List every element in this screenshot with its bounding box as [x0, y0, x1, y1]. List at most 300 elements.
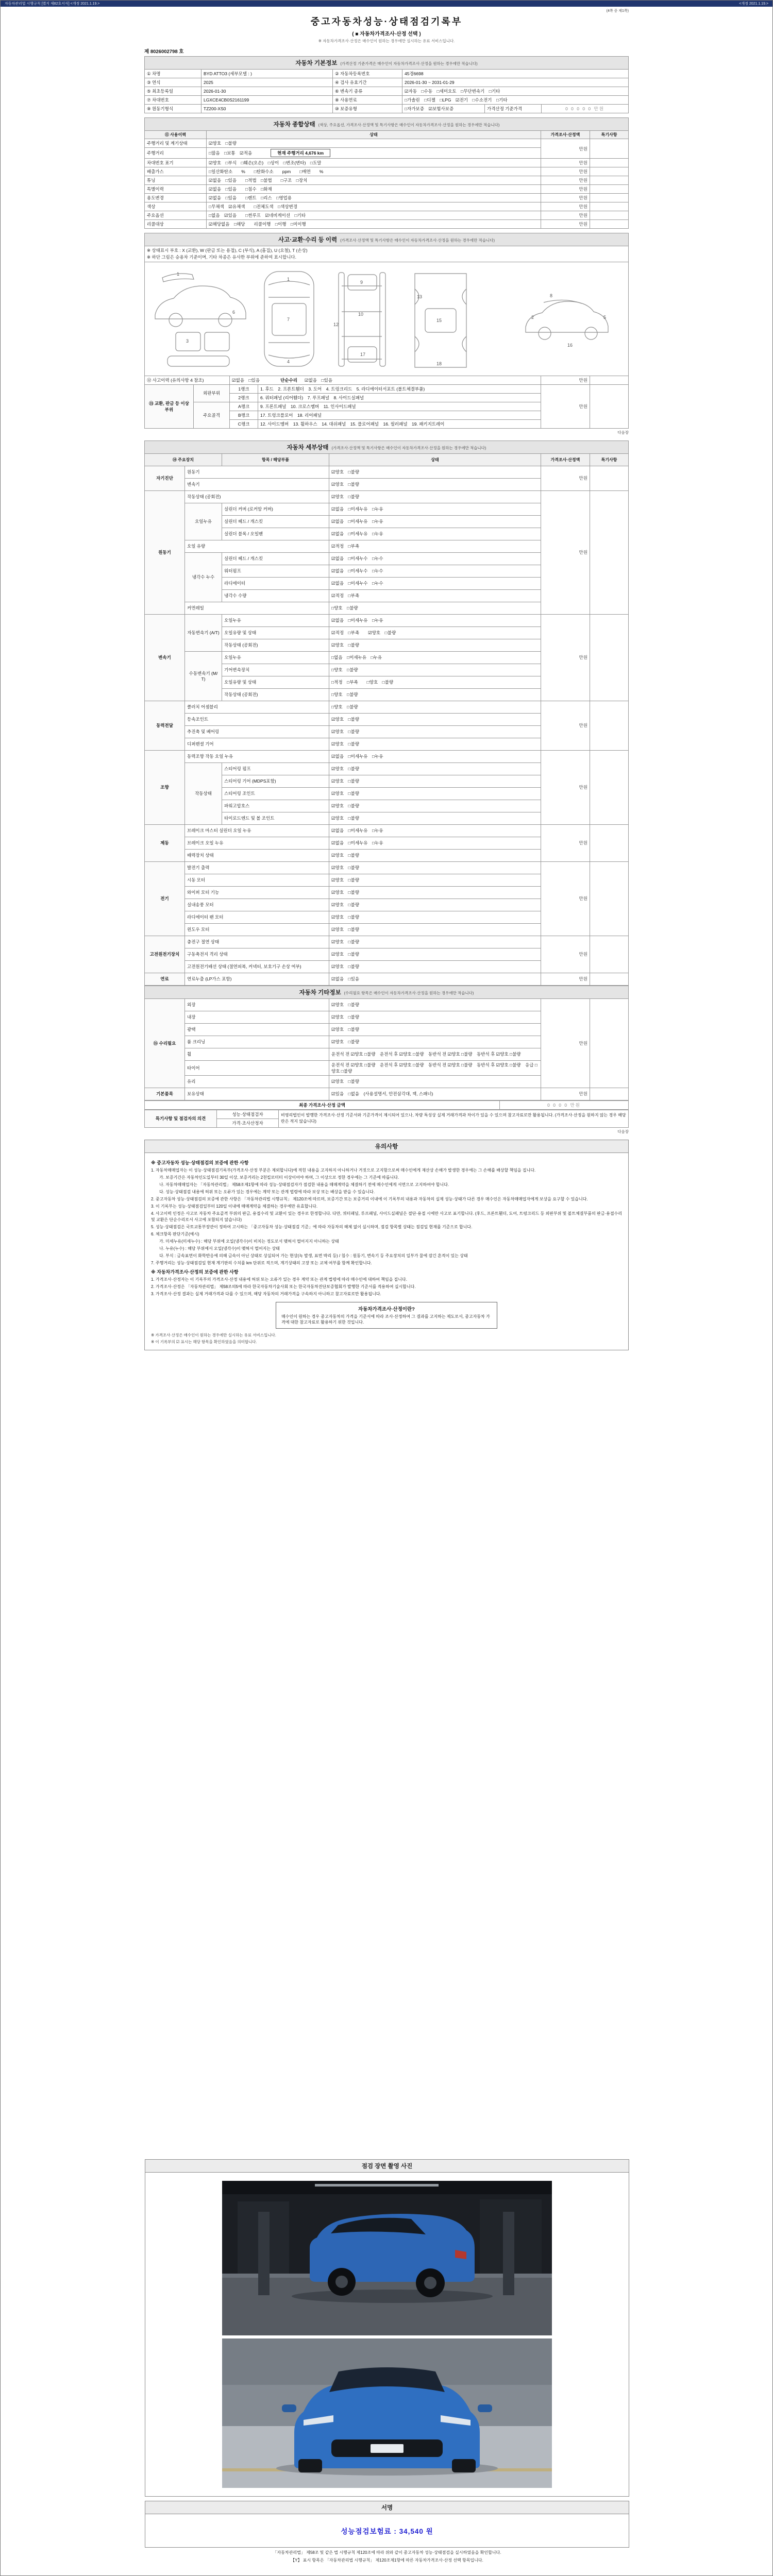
status-cell checkbox-group: □없음 ☑있음 □썬루프 ☑네비게이션 □기타 [207, 211, 541, 220]
subgroup-cell: 작동상태 [185, 762, 222, 824]
item-cell: 워터펌프 [222, 565, 329, 577]
remark-cell [590, 159, 628, 167]
status-cell checkbox-group: ☑양호 □불량 [329, 1023, 541, 1036]
signature-body [145, 2514, 629, 2547]
status-cell checkbox-group: ☑양호 □불량 [329, 886, 541, 899]
item-cell: 리콜대상 [145, 220, 207, 229]
table-row [145, 936, 629, 948]
item-cell: 냉각수 수량 [222, 589, 329, 602]
table-row [145, 87, 629, 96]
page-subtitle: ( ■ 자동차가격조사·산정 선택 ) [352, 31, 421, 37]
remark-cell [590, 701, 628, 750]
section-note: (가격산정 기준가격은 매수인이 자동차가격조사·산정을 원하는 경우에만 적습니다) [340, 61, 478, 66]
footer-line: 【Y】 표시 항목은 「자동차관리법 시행규칙」 제120조제1항에 따른 자동차가격조사·산정 선택 항목입니다. [291, 2558, 483, 2563]
table-row [145, 1100, 629, 1109]
opinion-label: 특기사항 및 점검자의 의견 [145, 1110, 217, 1127]
price-cell: 만원 [541, 220, 590, 229]
remark-cell [590, 211, 628, 220]
status-cell checkbox-group: □무채색 ☑유채색 □전체도색 □색상변경 [207, 202, 541, 211]
section-note: (가격조사·산정액 및 특기사항은 매수인이 자동차가격조사·산정을 원하는 경우에만 적습니다) [331, 445, 486, 450]
notice-paragraph: 7. 주행거리는 성능·상태점검일 현재 계기판의 수치를 km 단위로 적으며, 계기상태의 고장 또는 교체 여부를 함께 확인합니다. [151, 1260, 372, 1265]
etc-info-table [144, 986, 629, 1100]
status-cell checkbox-group: ☑없음 □미세누유 □누유 [329, 614, 541, 626]
footer-line: 「자동차관리법」 제58조 및 같은 법 시행규칙 제120조에 따라 위와 같이 중고자동차 성능·상태점검을 실시하였음을 확인합니다. [273, 2550, 501, 2555]
item-cell: 오일유량 및 상태 [222, 626, 329, 639]
column-header: ⑪ 사용이력 [145, 131, 207, 139]
subgroup-cell: 자동변속기 (A/T) [185, 614, 222, 651]
price-cell: 만원 [541, 194, 590, 202]
status-cell checkbox-group: ☑양호 □불량 [329, 800, 541, 812]
subgroup-cell: 수동변속기 (M/T) [185, 651, 222, 701]
section-note: (가격조사·산정액 및 특기사항은 매수인이 자동차가격조사·산정을 원하는 경우에만 적습니다) [340, 238, 495, 243]
status-cell checkbox-group: ☑양호 □불량 [329, 713, 541, 725]
notice-paragraph: 2. 중고자동차 성능·상태점검의 보증에 관한 사항은 「자동차관리법 시행규칙」 제120조에 따르며, 보증기간 또는 보증거리 이내에 이 기록부의 내용과 자동차의 실제 성능·상태가 다른 경우 매수인은 자동차매매업자에게 보상을 요구할 수 있습니다. [151, 1196, 588, 1201]
table-row [145, 202, 629, 211]
item-cell: 주행거리 [145, 148, 207, 159]
status-cell checkbox-group: ☑없음 □미세누유 □누유 [329, 515, 541, 528]
price-cell: 만원 [541, 824, 590, 861]
opinion-text: 비영리법인이 발행한 가격조사·산정 기준서와 기준가격이 제시되어 있으나, 차량 특성상 실제 거래가격과 차이가 있을 수 있으며 참고자료로만 활용됩니다. (가격조사·산정을 원하지 않는 경우 해당란은 적지 않습니다) [279, 1110, 629, 1127]
table-row [145, 70, 629, 78]
table-row [145, 167, 629, 176]
item-cell: 타이어 [185, 1060, 329, 1075]
item-cell: 주요옵션 [145, 211, 207, 220]
status-cell checkbox-group: □없음 □미세누유 □누유 [329, 651, 541, 664]
status-cell checkbox-group: ☑없음 □미세누유 □누유 [329, 837, 541, 849]
item-cell: 내장 [185, 1011, 329, 1023]
field-label: ⑨ 원동기형식 [145, 105, 201, 113]
price-definition-title: 자동차가격조사·산정이란? [358, 1306, 415, 1312]
car-diagram-set [147, 264, 625, 372]
svg-text:17: 17 [360, 351, 366, 357]
svg-text:16: 16 [567, 342, 573, 348]
odometer-label: 현재 주행거리 [277, 150, 304, 156]
svg-text:1: 1 [287, 276, 290, 282]
table-row [145, 384, 629, 393]
price-cell: 만원 [541, 861, 590, 936]
final-price-label: 최종 가격조사·산정 금액 [145, 1100, 500, 1109]
item-cell: 브레이크 오일 누유 [185, 837, 329, 849]
status-cell checkbox-group: ☑양호 □불량 [329, 787, 541, 800]
remark-cell [590, 167, 628, 176]
notice-paragraph: 나. 자동차매매업자는 「자동차관리법」 제58조제1항에 따라 성능·상태점검자가 점검한 내용을 매매계약을 체결하기 전에 매수인에게 서면으로 고지하여야 합니다. [159, 1182, 449, 1187]
table-row [145, 96, 629, 105]
item-cell: 광택 [185, 1023, 329, 1036]
price-cell: 만원 [541, 376, 590, 384]
item-cell: 17. 트렁크플로어 18. 리어패널 [258, 411, 541, 419]
status-cell checkbox-group: ☑양호 □불량 [329, 923, 541, 936]
signature-title: 서명 [145, 2501, 629, 2514]
group-cell: ⑬ 교환, 판금 등 이상 부위 [145, 384, 194, 428]
section-title: 자동차 세부상태 [287, 444, 329, 451]
page-marker: (4쪽 중 제1쪽) [606, 9, 629, 13]
item-cell: 시동 모터 [185, 874, 329, 886]
section-header [145, 986, 629, 998]
field-label: ⑫ 사고이력 (유의사항 4 참조) [145, 376, 230, 384]
field-label: 가격산정 기준가격 [485, 105, 542, 113]
remark-cell [590, 861, 628, 936]
bottom-section [145, 2159, 629, 2563]
field-label: ④ 검사 유효기간 [333, 78, 402, 87]
subgroup-cell: 오일누유 [185, 503, 222, 540]
notice-section [144, 1140, 629, 1350]
field-label: ① 차명 [145, 70, 201, 78]
status-cell checkbox-group: □양호 □불량 [329, 688, 541, 701]
section-title: 자동차 종합상태 [273, 122, 315, 128]
table-row [145, 998, 629, 1011]
checkbox-group: ☑없음 □있음 [232, 377, 260, 383]
column-header: 상태 [329, 453, 541, 466]
document-body [144, 14, 629, 1350]
status-cell checkbox-group: □양호 □불량 [329, 602, 541, 614]
price-definition-body: 매수인이 원하는 경우 중고자동차의 가격을 기준서에 따라 조사·산정하여 그 결과를 고지하는 제도로서, 중고자동차 가격에 대한 참고자료로 활용하기 위한 것입니다. [281, 1314, 490, 1325]
status-cell checkbox-group: ☑없음 □있음 [329, 973, 541, 985]
item-cell: 9. 프론트패널 10. 크로스멤버 11. 인사이드패널 [258, 402, 541, 411]
status-cell checkbox-group: ☑적정 □부족 [329, 540, 541, 552]
field-value checkbox-group: ☑자동 □수동 □세미오토 □무단변속기 □기타 [402, 87, 629, 96]
remark-cell [590, 824, 628, 861]
status-cell checkbox-group: ☑양호 □불량 [329, 960, 541, 973]
document-number: 제 8026002798 호 [144, 49, 184, 55]
overall-condition-table [144, 117, 629, 229]
field-label: ⑤ 최초등록일 [145, 87, 201, 96]
accident-history-table [144, 233, 629, 429]
status-cell checkbox-group: ☑적정 □부족 ☑양호 □불량 [329, 626, 541, 639]
column-header: 가격조사·산정액 [541, 131, 590, 139]
notice-paragraph: 가. 보증기간은 자동차인도일부터 30일 이상, 보증거리는 2천킬로미터 이상이어야 하며, 그 이상으로 정한 경우에는 그 기준에 따릅니다. [159, 1175, 399, 1180]
group-cell: 연료 [145, 973, 185, 985]
part-cell: 외판부위 [194, 384, 230, 402]
item-cell: 배출가스 [145, 167, 207, 176]
remark-cell [590, 998, 628, 1088]
price-cell: 만원 [541, 159, 590, 167]
status-cell checkbox-group: ☑양호 □불량 [329, 490, 541, 503]
status-cell checkbox-group: ☑양호 □불량 [329, 861, 541, 874]
section-title: 자동차 기본정보 [295, 60, 338, 66]
status-cell checkbox-group: ☑없음 □미세누수 □누수 [329, 577, 541, 589]
table-row [145, 78, 629, 87]
item-cell: 충전구 절연 상태 [185, 936, 329, 948]
item-cell: 오일누유 [222, 651, 329, 664]
status-cell checkbox-group: ☑양호 □불량 [329, 775, 541, 787]
subgroup-cell: 냉각수 누수 [185, 552, 222, 602]
svg-text:7: 7 [287, 316, 290, 322]
status-cell checkbox-group: ☑양호 □불량 [329, 899, 541, 911]
status-cell checkbox-group: ☑없음 □미세누수 □누수 [329, 552, 541, 565]
price-cell: 만원 [541, 750, 590, 824]
status-cell checkbox-group: 운전석 전 ☑양호 □불량 운전석 후 ☑양호 □불량 동반석 전 ☑양호 □불량 동반석 후 ☑양호 □불량 응급 □양호 □불량 [329, 1060, 541, 1075]
status-cell checkbox-group: ☑해당없음 □해당 리콜이행 □이행 □미이행 [207, 220, 541, 229]
item-cell: 추진축 및 베어링 [185, 725, 329, 738]
item-cell: 색상 [145, 202, 207, 211]
field-value checkbox-group: □가솔린 □디젤 □LPG ☑전기 □수소전기 □기타 [402, 96, 629, 105]
status-cell checkbox-group: ☑없음 □미세누유 □누유 [329, 503, 541, 515]
status-cell checkbox-group: □양호 □불량 [329, 701, 541, 713]
table-row [145, 701, 629, 713]
item-cell: 1. 후드 2. 프론트휀더 3. 도어 4. 트렁크리드 5. 라디에이터서포트 (볼트체결부품) [258, 384, 541, 393]
item-cell: 스티어링 조인트 [222, 787, 329, 800]
notice-paragraph: 6. 체크항목 판단기준(예시) [151, 1231, 199, 1236]
group-cell: 고전원전기장치 [145, 936, 185, 973]
price-definition-box [276, 1302, 497, 1329]
item-cell: 튜닝 [145, 176, 207, 185]
price-cell: 만원 [541, 936, 590, 973]
table-row [145, 614, 629, 626]
group-cell: 제동 [145, 824, 185, 861]
svg-text:18: 18 [436, 361, 442, 366]
state-code-legend: ※ 상태표시 부호 : X (교환), W (판금 또는 용접), C (부식), A (흠집), U (요철), T (손상) [147, 248, 308, 253]
item-cell: 원동기 [185, 466, 329, 478]
item-cell: 주행거리 및 계기상태 [145, 139, 207, 148]
field-value: LGXCE4CB0S2161199 [201, 96, 333, 105]
section-header [145, 118, 629, 131]
notice-paragraph: 5. 성능·상태점검은 국토교통부장관이 정하여 고시하는 「중고자동차 성능·상태점검 기준」에 따라 자동차의 해체 없이 실시하며, 점검 항목별 상태는 점검일 현재를 기준으로 합니다. [151, 1224, 473, 1229]
inspector-role: 성능·상태점검자 [217, 1110, 279, 1118]
table-row [145, 750, 629, 762]
field-value: TZ200-XS0 [201, 105, 333, 113]
group-cell: 자기진단 [145, 466, 185, 490]
table-row [145, 861, 629, 874]
item-cell: 고전원전기배선 상태 (절연피복, 커넥터, 보호기구 손상 여부) [185, 960, 329, 973]
notice-paragraph: 2. 가격조사·산정은 「자동차관리법」 제58조의5에 따라 한국자동차기술사회 또는 한국자동차진단보증협회가 발행한 기준서를 적용하여 실시합니다. [151, 1284, 416, 1289]
status-cell checkbox-group: □일산화탄소 % □탄화수소 ppm □매연 % [207, 167, 541, 176]
price-cell: 만원 [541, 202, 590, 211]
car-damage-diagrams [145, 262, 629, 376]
notice-paragraph: 나. 누유(누수) : 해당 부위에서 오일(냉각수)이 맺혀서 떨어지는 상태 [159, 1246, 280, 1251]
item-cell: 작동상태 (공회전) [222, 639, 329, 651]
price-cell: 만원 [541, 973, 590, 985]
column-header: 특기사항 [590, 131, 628, 139]
status-cell checkbox-group: ☑없음 □있음 □침수 □화재 [207, 185, 541, 194]
status-cell checkbox-group: ☑양호 □불량 [329, 936, 541, 948]
status-cell checkbox-group: ☑양호 □불량 [329, 812, 541, 824]
item-cell: 12. 사이드멤버 13. 휠하우스 14. 대쉬패널 15. 플로어패널 16. 필러패널 19. 패키지트레이 [258, 419, 541, 428]
form-reference-right: <개정 2021.1.19.> [739, 2, 768, 6]
field-value: 45경6698 [402, 70, 629, 78]
remark-cell [590, 466, 628, 490]
field-label: ⑥ 변속기 종류 [333, 87, 402, 96]
field-value checkbox-group: □자가보증 ☑보험사보증 [402, 105, 485, 113]
rank-cell: A랭크 [230, 402, 258, 411]
field-label: ⑩ 보증유형 [333, 105, 402, 113]
item-cell: 디퍼렌셜 기어 [185, 738, 329, 750]
price-cell: 만원 [541, 466, 590, 490]
status-cell checkbox-group: ☑양호 □불량 [329, 639, 541, 651]
item-cell: 구동축전지 격리 상태 [185, 948, 329, 960]
item-cell: 특별이력 [145, 185, 207, 194]
next-page-marker: 다음장 [617, 430, 629, 435]
form-reference-bar [1, 1, 772, 7]
remark-cell [590, 194, 628, 202]
notice-paragraph: 다. 부식 : 금속표면이 화학반응에 의해 금속이 아닌 상태로 상실되어 가는 현상(녹 발생, 표면 박리 등) / 침수 : 원동기, 변속기 등 주요장치의 일부가 물에 잠긴 흔적이 있는 상태 [159, 1253, 468, 1258]
item-cell: 라디에이터 팬 모터 [185, 911, 329, 923]
table-row [145, 194, 629, 202]
accident-history-row [145, 376, 629, 384]
field-value: 0 0 0 0 0 만원 [542, 105, 629, 113]
final-price-table [144, 1100, 629, 1110]
svg-text:1: 1 [177, 271, 180, 277]
notice-paragraph: 1. 가격조사·산정자는 이 기록부의 가격조사·산정 내용에 허위 또는 오류가 있는 경우 계약 또는 관계 법령에 따라 매수인에 대하여 책임을 집니다. [151, 1277, 407, 1282]
remark-cell [590, 973, 628, 985]
price-cell: 만원 [541, 167, 590, 176]
form-reference-left: 자동차관리법 시행규칙 [별지 제82호서식] <개정 2021.1.19.> [5, 2, 100, 6]
status-cell checkbox-group: ☑없음 □있음 □적법 □불법 □구조 □장치 [207, 176, 541, 185]
photo-wrap [145, 2173, 629, 2496]
group-cell: 조향 [145, 750, 185, 824]
item-cell: 작동상태 (공회전) [185, 490, 329, 503]
field-label: 단순수리 [280, 377, 297, 383]
notice-paragraph: 3. 이 기록부는 성능·상태점검일부터 120일 이내에 매매계약을 체결하는 경우에만 유효합니다. [151, 1204, 318, 1209]
table-row [145, 176, 629, 185]
notice-title: 유의사항 [145, 1140, 628, 1153]
basic-info-table [144, 56, 629, 113]
remark-cell [590, 185, 628, 194]
status-cell checkbox-group: ☑양호 □불량 [329, 1036, 541, 1048]
price-cell: 만원 [541, 176, 590, 185]
status-cell checkbox-group: ☑없음 □미세누유 □누유 [329, 824, 541, 837]
legend-row [145, 246, 629, 262]
status-cell checkbox-group: ☑양호 □불량 [329, 762, 541, 775]
notice-paragraph: 1. 자동차매매업자는 이 성능·상태점검기록부(가격조사·산정 부분은 제외합니다)에 적힌 내용을 고지하지 아니하거나 거짓으로 고지함으로써 매수인에게 재산상 손해가 발생한 경우에는 그 손해를 배상할 책임을 집니다. [151, 1167, 536, 1173]
field-value: BYD ATTO3 (세부모델 : ) [201, 70, 333, 78]
price-cell: 만원 [541, 384, 590, 428]
status-cell checkbox-group: ☑양호 □불량 [329, 738, 541, 750]
item-cell: 동력조향 작동 오일 누유 [185, 750, 329, 762]
column-header-row [145, 131, 629, 139]
notice-paragraph: 3. 가격조사·산정 결과는 실제 거래가격과 다를 수 있으며, 해당 자동차의 거래가격을 구속하지 아니하고 참고자료로만 활용됩니다. [151, 1291, 381, 1296]
item-cell: 용도변경 [145, 194, 207, 202]
item-cell: 외장 [185, 998, 329, 1011]
status-cell checkbox-group: ☑없음 □미세누유 □누유 [329, 528, 541, 540]
checkbox-group: ☑없음 □있음 [304, 377, 333, 383]
field-label: ③ 연식 [145, 78, 201, 87]
insurance-premium: 성능점검보험료 : 34,540 원 [341, 2528, 433, 2535]
item-cell: 룸 크리닝 [185, 1036, 329, 1048]
item-cell: 연료누출 (LP가스 포함) [185, 973, 329, 985]
inspector-role: 가격·조사산정자 [217, 1118, 279, 1127]
group-cell: ⑮ 수리필요 [145, 998, 185, 1088]
table-row [145, 466, 629, 478]
column-header: 특기사항 [590, 453, 628, 466]
group-cell: 기본품목 [145, 1088, 185, 1100]
notice-footnote: ※ 이 기록부의 ☑ 표시는 해당 항목을 확인하였음을 의미합니다. [151, 1339, 257, 1344]
table-row [145, 185, 629, 194]
price-cell: 만원 [541, 701, 590, 750]
item-cell: 스티어링 펌프 [222, 762, 329, 775]
table-row [145, 211, 629, 220]
status-cell checkbox-group: ☑양호 □불량 [329, 1075, 541, 1088]
price-cell: 만원 [541, 614, 590, 701]
column-header: ⑭ 주요장치 [145, 453, 222, 466]
table-row [145, 1110, 629, 1118]
final-price-value: 0 0 0 0 만원 [500, 1100, 629, 1109]
field-value: 2025 [201, 78, 333, 87]
svg-text:10: 10 [358, 311, 364, 317]
status-cell checkbox-group: ☑양호 □불량 [329, 998, 541, 1011]
item-cell: 휠 [185, 1048, 329, 1060]
inspection-photo-lift [222, 2181, 552, 2335]
notice-paragraph: 가. 미세누유(미세누수) : 해당 부위에 오일(냉각수)이 비치는 정도로서 맺혀서 떨어지지 아니하는 상태 [159, 1239, 339, 1244]
remark-cell [590, 220, 628, 229]
item-cell: 커먼레일 [185, 602, 329, 614]
column-header: 가격조사·산정액 [541, 453, 590, 466]
odometer-value: 4,676 km [305, 150, 324, 156]
svg-text:2: 2 [531, 314, 534, 320]
field-label: ⑦ 차대번호 [145, 96, 201, 105]
section-header [145, 233, 629, 246]
item-cell: 실린더 헤드 / 개스킷 [222, 515, 329, 528]
status-cell checkbox-group: ☑양호 □불량 [329, 1011, 541, 1023]
title-block [144, 14, 629, 44]
section-title: 사고·교환·수리 등 이력 [278, 237, 338, 243]
item-cell: 오일누유 [222, 614, 329, 626]
price-cell: 만원 [541, 211, 590, 220]
svg-text:8: 8 [550, 293, 553, 298]
status-cell checkbox-group: ☑양호 □불량 [329, 874, 541, 886]
page-title: 중고자동차성능·상태점검기록부 [310, 16, 463, 27]
table-row [145, 824, 629, 837]
section-title: 자동차 기타정보 [299, 989, 341, 996]
diagram-row [145, 262, 629, 376]
item-cell: 실린더 블록 / 오일팬 [222, 528, 329, 540]
svg-text:6: 6 [232, 309, 236, 315]
remark-cell [590, 139, 628, 159]
group-cell: 동력전달 [145, 701, 185, 750]
notice-paragraph: 다. 성능·상태점검 내용에 허위 또는 오류가 있는 경우에는 계약 또는 관계 법령에 따라 보상 또는 배상을 받을 수 있습니다. [159, 1189, 375, 1194]
item-cell: 실린더 헤드 / 개스킷 [222, 552, 329, 565]
remark-cell [590, 176, 628, 185]
status-cell checkbox-group: ☑양호 □불량 [329, 466, 541, 478]
notice-footnote: ※ 가격조사·산정은 매수인이 원하는 경우에만 실시하는 유료 서비스입니다. [151, 1332, 276, 1337]
field-label: ⑧ 사용연료 [333, 96, 402, 105]
item-cell: 오일유량 및 상태 [222, 676, 329, 688]
checkbox-group: □많음 □보통 ☑적음 [209, 150, 253, 156]
item-cell: 라디에이터 [222, 577, 329, 589]
section-header [145, 57, 629, 70]
item-cell: 타이로드엔드 및 볼 조인트 [222, 812, 329, 824]
svg-text:12: 12 [333, 321, 339, 327]
section-note: (색상, 주요옵션, 가격조사·산정액 및 특기사항은 매수인이 자동차가격조사·산정을 원하는 경우에만 적습니다) [318, 123, 500, 127]
notice-paragraph: 4. 사고이력 인정은 사고로 자동차 주요골격 부위의 판금, 용접수리 및 교환이 있는 경우로 한정합니다. 다만, 쿼터패널, 루프패널, 사이드실패널은 절단·용접 시에만 사고로 표기합니다. (후드, 프론트휀더, 도어, 트렁크리드 등 외판부위 및 볼트체결부품의 판금·용접수리 및 교환은 단순수리로서 사고에 포함되지 않습니다) [151, 1211, 622, 1222]
status-cell checkbox-group: ☑있음 □없음 (사용설명서, 안전삼각대, 잭, 스패너) [329, 1088, 541, 1100]
item-cell: 기어변속장치 [222, 664, 329, 676]
section-note: (수리필요 항목은 매수인이 자동차가격조사·산정을 원하는 경우에만 적습니다) [344, 990, 474, 995]
item-cell: 등속조인트 [185, 713, 329, 725]
price-cell: 만원 [541, 185, 590, 194]
item-cell: 실내송풍 모터 [185, 899, 329, 911]
status-cell checkbox-group: ☑없음 □미세누수 □누수 [329, 565, 541, 577]
remark-cell [590, 202, 628, 211]
price-cell: 만원 [541, 490, 590, 614]
inspection-photo-front [222, 2338, 552, 2488]
svg-text:13: 13 [417, 294, 423, 299]
svg-text:4: 4 [287, 359, 290, 364]
table-row [145, 159, 629, 167]
table-row [145, 105, 629, 113]
status-cell checkbox-group: ☑양호 □불량 [329, 478, 541, 490]
column-header-row [145, 453, 629, 466]
remark-cell [590, 1088, 628, 1100]
rank-cell: 1랭크 [230, 384, 258, 393]
table-row [145, 490, 629, 503]
group-cell: 변속기 [145, 614, 185, 701]
price-cell: 만원 [541, 998, 590, 1088]
svg-text:3: 3 [186, 338, 189, 344]
column-header: 항목 / 해당부품 [222, 453, 329, 466]
group-cell: 원동기 [145, 490, 185, 614]
notice-body [145, 1153, 628, 1350]
status-cell checkbox-group: ☑적정 □부족 [329, 589, 541, 602]
